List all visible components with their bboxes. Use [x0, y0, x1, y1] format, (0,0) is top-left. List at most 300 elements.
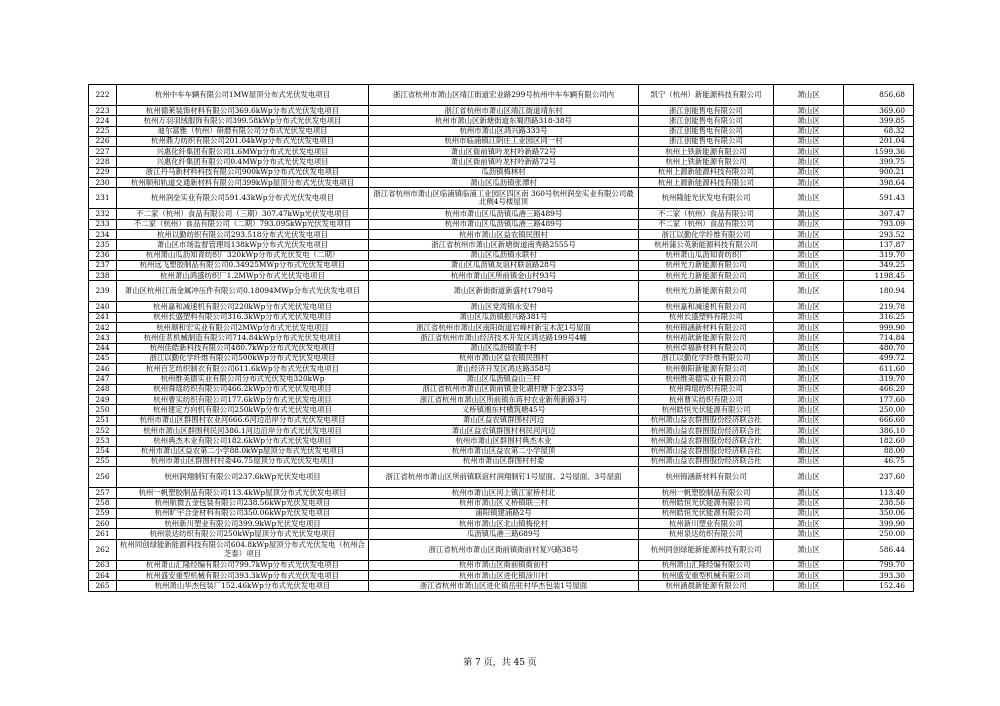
table-row [89, 157, 914, 167]
district-cell: 萧山区 [774, 436, 844, 446]
capacity-cell: 307.47 [844, 209, 914, 219]
row-number-cell: 227 [89, 147, 117, 157]
row-number-cell: 254 [89, 446, 117, 456]
district-cell: 萧山区 [774, 384, 844, 394]
owner-company-cell: 浙江创能售电有限公司 [639, 126, 774, 136]
project-name-cell: 杭州萧山瓜沥知青纺织厂320kWp分布式光伏发电（二期） [117, 250, 369, 260]
row-number-cell: 243 [89, 333, 117, 343]
project-address-cell: 杭州市萧山区所前镇金山村93号 [369, 271, 639, 281]
table-row [89, 508, 914, 518]
project-address-cell: 浙江省杭州市萧山区新塘街道南秀路2555号 [369, 240, 639, 250]
project-name-cell: 杭州盛安重型机械有限公司393.3kWp分布式光伏发电项目 [117, 570, 369, 580]
district-cell: 萧山区 [774, 147, 844, 157]
row-number-cell: 244 [89, 343, 117, 353]
project-name-cell: 杭州顺和轨道交通新材料有限公司399kWp屋顶分布式光伏发电项目 [117, 178, 369, 188]
row-number-cell: 260 [89, 519, 117, 529]
project-address-cell: 杭州市萧山区益农镇民围村 [369, 353, 639, 363]
district-cell: 萧山区 [774, 456, 844, 466]
district-cell: 萧山区 [774, 136, 844, 146]
table-row [89, 136, 914, 146]
owner-company-cell: 杭州皓恒光伏能源有限公司 [639, 498, 774, 508]
row-number-cell: 230 [89, 178, 117, 188]
table-row [89, 116, 914, 126]
project-name-cell: 杭州以勤纺织有限公司293.518分布式光伏发电项目 [117, 229, 369, 239]
district-cell: 萧山区 [774, 395, 844, 405]
district-cell: 萧山区 [774, 219, 844, 229]
project-name-cell: 杭州长盛塑料有限公司316.3kWp分布式光伏发电项目 [117, 312, 369, 322]
project-name-cell: 不二家（杭州）食品有限公司（三期）307.47kWp光伏发电项目 [117, 209, 369, 219]
district-cell: 萧山区 [774, 519, 844, 529]
owner-company-cell: 杭州一帆塑胶制品有限公司 [639, 488, 774, 498]
row-number-cell: 255 [89, 456, 117, 466]
owner-company-cell: 杭州维美德实业有限公司 [639, 374, 774, 384]
table-row [89, 560, 914, 570]
table-row [89, 323, 914, 333]
table-row [89, 519, 914, 529]
row-number-cell: 241 [89, 312, 117, 322]
capacity-cell: 319.70 [844, 374, 914, 384]
table-row [89, 456, 914, 466]
project-address-cell: 萧山区瓜沥镇振兴路381号 [369, 312, 639, 322]
district-cell: 萧山区 [774, 240, 844, 250]
capacity-cell: 393.30 [844, 570, 914, 580]
project-name-cell: 杭州万羽羽绒服饰有限公司399.58kWp分布式光伏发电项目 [117, 116, 369, 126]
table-row [89, 405, 914, 415]
table-row [89, 281, 914, 302]
table-row [89, 353, 914, 363]
owner-company-cell: 杭州朝阳新能源有限公司 [639, 364, 774, 374]
district-cell: 萧山区 [774, 498, 844, 508]
project-name-cell: 杭州旷宇合金材料有限公司350.06kWp光伏发电项目 [117, 508, 369, 518]
owner-company-cell: 杭州上源新能源科技有限公司 [639, 178, 774, 188]
district-cell: 萧山区 [774, 570, 844, 580]
district-cell: 萧山区 [774, 529, 844, 539]
table-row [89, 271, 914, 281]
row-number-cell: 250 [89, 405, 117, 415]
project-address-cell: 萧山区益农镇群围村利民河河边 [369, 426, 639, 436]
table-row [89, 240, 914, 250]
table-row [89, 209, 914, 219]
district-cell: 萧山区 [774, 302, 844, 312]
project-name-cell: 杭州一帆塑胶制品有限公司113.4kWp屋顶分布式光伏发电项目 [117, 488, 369, 498]
row-number-cell: 242 [89, 323, 117, 333]
table-row [89, 250, 914, 260]
owner-company-cell: 杭州新川塑业有限公司 [639, 519, 774, 529]
capacity-cell: 591.43 [844, 188, 914, 209]
project-address-cell: 瓜沥镇梅林村 [369, 167, 639, 177]
project-address-cell: 浙江省杭州市萧山区进化镇岳驻村华杰包装1号屋面 [369, 581, 639, 591]
project-name-cell: 杭州市萧山区群围村农业河666.6河边沿岸分布式光伏发电项目 [117, 415, 369, 425]
owner-company-cell: 浙江创能售电有限公司 [639, 116, 774, 126]
capacity-cell: 856.68 [844, 85, 914, 106]
capacity-cell: 237.60 [844, 467, 914, 488]
owner-company-cell: 杭州盛安重型机械有限公司 [639, 570, 774, 580]
row-number-cell: 240 [89, 302, 117, 312]
project-name-cell: 杭州曹实纺织有限公司177.6kWp分布式光伏发电项目 [117, 395, 369, 405]
district-cell: 萧山区 [774, 126, 844, 136]
project-name-cell: 杭州百艺纺织制衣有限公司611.6kWp分布式光伏发电项目 [117, 364, 369, 374]
district-cell: 萧山区 [774, 106, 844, 116]
owner-company-cell: 杭州上铁新能源有限公司 [639, 147, 774, 157]
project-address-cell: 杭州市萧山区进化镇涂川村 [369, 570, 639, 580]
project-address-cell: 杭州市萧山区新塘街道东蜀西路318-38号 [369, 116, 639, 126]
district-cell: 萧山区 [774, 260, 844, 270]
project-table-body [89, 85, 914, 592]
district-cell: 萧山区 [774, 426, 844, 436]
owner-company-cell: 杭州萧山益农群围股份经济联合社 [639, 426, 774, 436]
owner-company-cell: 杭州同创绿能新能源科技有限公司 [639, 539, 774, 560]
project-address-cell: 杭州市萧山区瓜沥镇瓜港三路489号 [369, 219, 639, 229]
table-row [89, 426, 914, 436]
project-address-cell: 义桥镇湘东村横筑塘45号 [369, 405, 639, 415]
row-number-cell: 239 [89, 281, 117, 302]
project-address-cell: 杭州市萧山区河上镇江家桥村北 [369, 488, 639, 498]
owner-company-cell: 杭州泉达纺织有限公司 [639, 529, 774, 539]
capacity-cell: 586.44 [844, 539, 914, 560]
owner-company-cell: 杭州萧山益农群围股份经济联合社 [639, 415, 774, 425]
row-number-cell: 246 [89, 364, 117, 374]
table-row [89, 374, 914, 384]
district-cell: 萧山区 [774, 539, 844, 560]
table-row [89, 85, 914, 106]
row-number-cell: 249 [89, 395, 117, 405]
table-row [89, 219, 914, 229]
project-name-cell: 杭州嘉和减速机有限公司220kWp分布式光伏发电项目 [117, 302, 369, 312]
project-name-cell: 杭州萧山华杰包装厂152.46kWp分布式光伏发电项目 [117, 581, 369, 591]
table-row [89, 260, 914, 270]
row-number-cell: 261 [89, 529, 117, 539]
district-cell: 萧山区 [774, 415, 844, 425]
owner-company-cell: 不二家（杭州）食品有限公司 [639, 219, 774, 229]
district-cell: 萧山区 [774, 405, 844, 415]
capacity-cell: 369.60 [844, 106, 914, 116]
project-address-cell: 杭州市萧山区益农镇民围村 [369, 229, 639, 239]
district-cell: 萧山区 [774, 209, 844, 219]
project-name-cell: 杭州中车车辆有限公司1MW屋顶分布式光伏发电项目 [117, 85, 369, 106]
district-cell: 萧山区 [774, 116, 844, 126]
district-cell: 萧山区 [774, 560, 844, 570]
table-row [89, 415, 914, 425]
table-row [89, 467, 914, 488]
row-number-cell: 248 [89, 384, 117, 394]
district-cell: 萧山区 [774, 271, 844, 281]
district-cell: 萧山区 [774, 85, 844, 106]
district-cell: 萧山区 [774, 323, 844, 333]
district-cell: 萧山区 [774, 178, 844, 188]
district-cell: 萧山区 [774, 229, 844, 239]
row-number-cell: 259 [89, 508, 117, 518]
capacity-cell: 399.90 [844, 519, 914, 529]
row-number-cell: 238 [89, 271, 117, 281]
capacity-cell: 46.75 [844, 456, 914, 466]
row-number-cell: 262 [89, 539, 117, 560]
project-name-cell: 杭州鼎力纺织有限公司201.04kWp分布式光伏发电项目 [117, 136, 369, 146]
table-row [89, 529, 914, 539]
project-address-cell: 杭州市萧山区益农第二小学屋顶 [369, 446, 639, 456]
capacity-cell: 219.78 [844, 302, 914, 312]
capacity-cell: 611.60 [844, 364, 914, 374]
project-name-cell: 杭州远飞塑胶制品有限公司0.34925MWp分布式光伏发电项目 [117, 260, 369, 270]
district-cell: 萧山区 [774, 581, 844, 591]
district-cell: 萧山区 [774, 374, 844, 384]
project-address-cell: 杭州市萧山区群围村村委 [369, 456, 639, 466]
row-number-cell: 224 [89, 116, 117, 126]
owner-company-cell: 杭州光力新能源有限公司 [639, 260, 774, 270]
capacity-cell: 137.87 [844, 240, 914, 250]
capacity-cell: 350.06 [844, 508, 914, 518]
row-number-cell: 247 [89, 374, 117, 384]
project-name-cell: 杭州典杰木业有限公司182.6kWp分布式光伏发电项目 [117, 436, 369, 446]
page-number-text: 第 7 页，共 45 页 [463, 658, 537, 668]
project-name-cell: 杭州新川塑业有限公司399.9kWp光伏发电项目 [117, 519, 369, 529]
district-cell: 萧山区 [774, 353, 844, 363]
project-name-cell: 杭州润翔制钉有限公司237.6kWp光伏发电项目 [117, 467, 369, 488]
row-number-cell: 233 [89, 219, 117, 229]
capacity-cell: 152.46 [844, 581, 914, 591]
project-name-cell: 萧山区市场监督管理局138kWp分布式光伏发电项目 [117, 240, 369, 250]
row-number-cell: 253 [89, 436, 117, 446]
owner-company-cell: 杭州上源新能源科技有限公司 [639, 167, 774, 177]
row-number-cell: 234 [89, 229, 117, 239]
capacity-cell: 399.75 [844, 157, 914, 167]
district-cell: 萧山区 [774, 446, 844, 456]
table-row [89, 147, 914, 157]
project-address-cell: 萧山区党湾镇永安村 [369, 302, 639, 312]
owner-company-cell: 杭州光力新能源有限公司 [639, 271, 774, 281]
owner-company-cell: 杭州舜瑶纺织有限公司 [639, 384, 774, 394]
capacity-cell: 180.94 [844, 281, 914, 302]
row-number-cell: 245 [89, 353, 117, 363]
district-cell: 萧山区 [774, 343, 844, 353]
owner-company-cell: 浙江以勤化学纤维有限公司 [639, 353, 774, 363]
table-row [89, 302, 914, 312]
capacity-cell: 900.21 [844, 167, 914, 177]
owner-company-cell: 浙江创能售电有限公司 [639, 136, 774, 146]
district-cell: 萧山区 [774, 333, 844, 343]
owner-company-cell: 凯宁（杭州）新能源科技有限公司 [639, 85, 774, 106]
district-cell: 萧山区 [774, 467, 844, 488]
table-row [89, 488, 914, 498]
row-number-cell: 237 [89, 260, 117, 270]
project-name-cell: 杭州佳茗机械制造有限公司714.84kWp分布式光伏发电项目 [117, 333, 369, 343]
owner-company-cell: 杭州上铁新能源有限公司 [639, 157, 774, 167]
capacity-cell: 499.72 [844, 353, 914, 363]
project-name-cell: 兴惠化纤集团有限公司1.6MWp分布式光伏发电项目 [117, 147, 369, 157]
project-address-cell: 浙江省杭州市萧山区靖江街道宏业路299号杭州中车车辆有限公司内 [369, 85, 639, 106]
project-address-cell: 萧山区衙前镇吟龙村吟新路72号 [369, 147, 639, 157]
district-cell: 萧山区 [774, 281, 844, 302]
project-address-cell: 萧山区新街街道新盛村1798号 [369, 281, 639, 302]
capacity-cell: 666.60 [844, 415, 914, 425]
table-row [89, 178, 914, 188]
row-number-cell: 258 [89, 498, 117, 508]
owner-company-cell: 杭州萧山汇隆经编有限公司 [639, 560, 774, 570]
capacity-cell: 316.25 [844, 312, 914, 322]
project-address-cell: 萧山区瓜沥镇张潭村 [369, 178, 639, 188]
table-row [89, 312, 914, 322]
district-cell: 萧山区 [774, 188, 844, 209]
owner-company-cell: 杭州长盛塑料有限公司 [639, 312, 774, 322]
table-row [89, 167, 914, 177]
project-address-cell: 杭州市临浦镇江阴庄工业园区同一村 [369, 136, 639, 146]
row-number-cell: 229 [89, 167, 117, 177]
owner-company-cell: 杭州萧山益农群围股份经济联合社 [639, 446, 774, 456]
row-number-cell: 232 [89, 209, 117, 219]
project-address-cell: 萧山区瓜沥镇盈丰村 [369, 343, 639, 353]
capacity-cell: 182.60 [844, 436, 914, 446]
district-cell: 萧山区 [774, 250, 844, 260]
owner-company-cell: 杭州光力新能源有限公司 [639, 281, 774, 302]
project-name-cell: 杭州同创绿能新能源科技有限公司604.8kWp屋顶分布式光伏发电（杭州合芝泰）项目 [117, 539, 369, 560]
project-name-cell: 萧山区杭州江南金属冲压件有限公司0.18094MWp分布式光伏发电项目 [117, 281, 369, 302]
project-address-cell: 浙江省杭州市萧山区衙前镇衙前村复兴路38号 [369, 539, 639, 560]
project-name-cell: 杭州维美德实业有限公司分布式光伏发电320kWp [117, 374, 369, 384]
project-address-cell: 杭州市萧山区群围村典杰木业 [369, 436, 639, 446]
table-row [89, 498, 914, 508]
table-row [89, 229, 914, 239]
capacity-cell: 1198.45 [844, 271, 914, 281]
row-number-cell: 252 [89, 426, 117, 436]
table-row [89, 446, 914, 456]
capacity-cell: 714.84 [844, 333, 914, 343]
table-row [89, 364, 914, 374]
capacity-cell: 250.00 [844, 529, 914, 539]
row-number-cell: 223 [89, 106, 117, 116]
district-cell: 萧山区 [774, 167, 844, 177]
capacity-cell: 68.32 [844, 126, 914, 136]
capacity-cell: 480.70 [844, 343, 914, 353]
project-name-cell: 杭州佳皓新科技有限公司480.7kWp分布式光伏发电项目 [117, 343, 369, 353]
table-row [89, 384, 914, 394]
table-row [89, 106, 914, 116]
owner-company-cell: 浙江创能售电有限公司 [639, 106, 774, 116]
capacity-cell: 201.04 [844, 136, 914, 146]
project-address-cell: 浙江省杭州市萧山区衙前镇金化湖村塘下金233号 [369, 384, 639, 394]
table-row [89, 436, 914, 446]
owner-company-cell: 杭州锦涵新材料有限公司 [639, 323, 774, 333]
capacity-cell: 793.09 [844, 219, 914, 229]
project-address-cell: 萧山区瓜沥镇友谊村联谊路28号 [369, 260, 639, 270]
row-number-cell: 236 [89, 250, 117, 260]
capacity-cell: 466.20 [844, 384, 914, 394]
project-address-cell: 瓜沥镇瓜港三路689号 [369, 529, 639, 539]
project-address-cell: 萧山区瓜沥镇益山三村 [369, 374, 639, 384]
project-name-cell: 浙江丹马新材料科技有限公司900kWp分布式光伏发电项目 [117, 167, 369, 177]
owner-company-cell: 杭州嘉和减速机有限公司 [639, 302, 774, 312]
capacity-cell: 319.70 [844, 250, 914, 260]
project-name-cell: 杭州顺和宏实业有限公司2MWp分布式光伏发电项目 [117, 323, 369, 333]
capacity-cell: 799.70 [844, 560, 914, 570]
table-row [89, 539, 914, 560]
project-address-cell: 萧山区益农镇群围村河边 [369, 415, 639, 425]
project-name-cell: 杭州萧山汇隆经编有限公司799.7kWp分布式光伏发电项目 [117, 560, 369, 570]
capacity-cell: 293.52 [844, 229, 914, 239]
capacity-cell: 349.25 [844, 260, 914, 270]
project-name-cell: 迪尔富雅（杭州）研磨有限公司分布式光伏发电项目 [117, 126, 369, 136]
project-name-cell: 杭州德莱装饰材料有限公司369.6kWp分布式光伏发电项目 [117, 106, 369, 116]
project-address-cell: 浙江省杭州市萧山区南阳街道岩峰村新宝木泥1号屋面 [369, 323, 639, 333]
owner-company-cell: 杭州萧山益农群围股份经济联合社 [639, 436, 774, 446]
owner-company-cell: 杭州皓恒光伏能源有限公司 [639, 508, 774, 518]
project-address-cell: 浙江省杭州市萧山区靖江街道靖东村 [369, 106, 639, 116]
district-cell: 萧山区 [774, 364, 844, 374]
row-number-cell: 257 [89, 488, 117, 498]
row-number-cell: 231 [89, 188, 117, 209]
project-name-cell: 杭州市萧山区群围村村委46.75屋顶分布式光伏发电项目 [117, 456, 369, 466]
owner-company-cell: 杭州裕歆新能源有限公司 [639, 333, 774, 343]
project-address-cell: 萧山区衙前镇吟龙村吟新路72号 [369, 157, 639, 167]
table-row [89, 570, 914, 580]
owner-company-cell: 浙江以勤化学纤维有限公司 [639, 229, 774, 239]
project-address-cell: 杭州市萧山区义桥镇联三村 [369, 498, 639, 508]
table-row [89, 395, 914, 405]
project-address-cell: 杭州市萧山区衙前镇衙前村 [369, 560, 639, 570]
row-number-cell: 226 [89, 136, 117, 146]
owner-company-cell: 杭州隆能光伏发电有限公司 [639, 188, 774, 209]
project-name-cell: 杭州舜瑶纺织有限公司466.2kWp分布式光伏发电项目 [117, 384, 369, 394]
project-name-cell: 杭州市萧山区益农第二小学88.0kWp屋顶分布式光伏发电项目 [117, 446, 369, 456]
owner-company-cell: 杭州蒲公英新能源科技有限公司 [639, 240, 774, 250]
project-name-cell: 浙江以勤化学纤维有限公司500kWp分布式光伏发电项目 [117, 353, 369, 363]
project-table [88, 84, 914, 592]
district-cell: 萧山区 [774, 508, 844, 518]
table-row [89, 343, 914, 353]
district-cell: 萧山区 [774, 312, 844, 322]
row-number-cell: 228 [89, 157, 117, 167]
project-address-cell: 浙江省杭州市萧山区所前镇联谊村润翔制钉1号屋面、2号屋面、3号屋面 [369, 467, 639, 488]
row-number-cell: 265 [89, 581, 117, 591]
row-number-cell: 222 [89, 85, 117, 106]
owner-company-cell: 杭州萧山瓜沥知青纺织厂 [639, 250, 774, 260]
project-name-cell: 不二家（杭州）食品有限公司（二期）793.095kWp光伏发电项目 [117, 219, 369, 229]
owner-company-cell: 杭州卓福新材料有限公司 [639, 343, 774, 353]
project-name-cell: 兴惠化纤集团有限公司0.4MWp分布式光伏发电项目 [117, 157, 369, 167]
capacity-cell: 999.90 [844, 323, 914, 333]
project-name-cell: 杭州建定方向机有限公司250kWp分布式光伏发电项目 [117, 405, 369, 415]
project-address-cell: 杭州市萧山区瓜沥镇瓜港三路489号 [369, 209, 639, 219]
capacity-cell: 238.56 [844, 498, 914, 508]
row-number-cell: 263 [89, 560, 117, 570]
table-row [89, 581, 914, 591]
capacity-cell: 398.64 [844, 178, 914, 188]
table-row [89, 188, 914, 209]
capacity-cell: 113.40 [844, 488, 914, 498]
project-address-cell: 浦阳镇建浦路2号 [369, 508, 639, 518]
project-address-cell: 浙江省杭州市萧山区所前镇东蒋村农业新苑新路3号 [369, 395, 639, 405]
owner-company-cell: 杭州皓恒光伏能源有限公司 [639, 405, 774, 415]
project-address-cell: 萧山经济开发区鸿达路358号 [369, 364, 639, 374]
project-address-cell: 杭州市萧山区北山镇梅伦村 [369, 519, 639, 529]
district-cell: 萧山区 [774, 157, 844, 167]
district-cell: 萧山区 [774, 488, 844, 498]
project-address-cell: 萧山区瓜沥镇永联村 [369, 250, 639, 260]
page-footer [0, 655, 1000, 668]
row-number-cell: 235 [89, 240, 117, 250]
capacity-cell: 88.00 [844, 446, 914, 456]
capacity-cell: 386.10 [844, 426, 914, 436]
project-address-cell: 杭州市萧山区鸿兴路333号 [369, 126, 639, 136]
project-name-cell: 杭州润垒实业有限公司591.43kWp分布式光伏发电项目 [117, 188, 369, 209]
owner-company-cell: 杭州锦涵新材料有限公司 [639, 467, 774, 488]
row-number-cell: 256 [89, 467, 117, 488]
project-name-cell: 杭州萧山鸿盛纺织厂1.2MWp分布式光伏发电项目 [117, 271, 369, 281]
capacity-cell: 177.60 [844, 395, 914, 405]
owner-company-cell: 杭州萧山益农群围股份经济联合社 [639, 456, 774, 466]
owner-company-cell: 不二家（杭州）食品有限公司 [639, 209, 774, 219]
owner-company-cell: 杭州曹实纺织有限公司 [639, 395, 774, 405]
capacity-cell: 399.85 [844, 116, 914, 126]
row-number-cell: 225 [89, 126, 117, 136]
